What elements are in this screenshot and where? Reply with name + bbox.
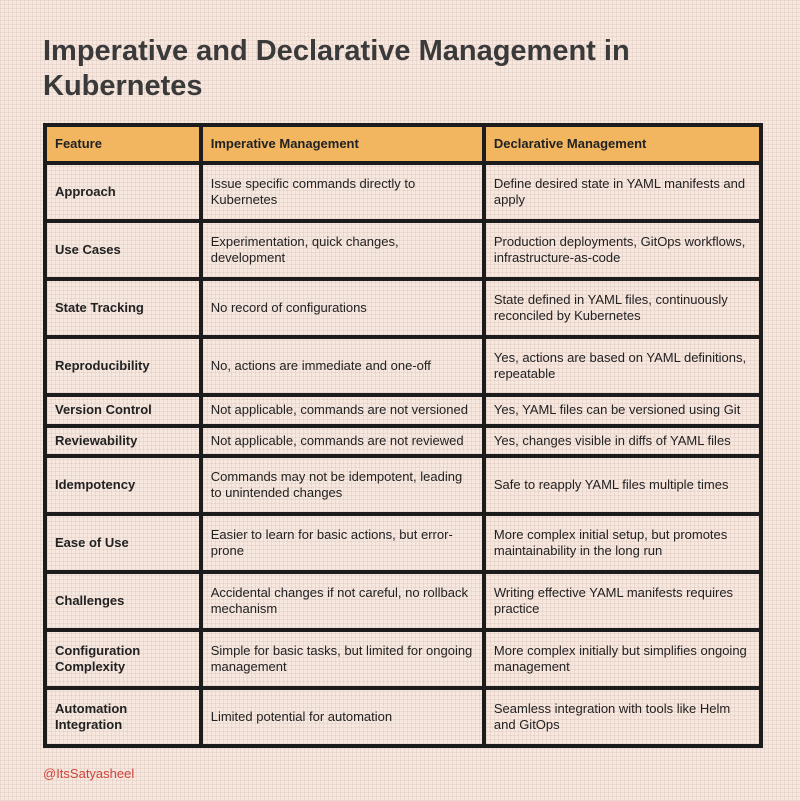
imperative-cell: Limited potential for automation bbox=[203, 690, 482, 744]
feature-cell: Reproducibility bbox=[47, 339, 199, 393]
table-row bbox=[47, 223, 759, 277]
imperative-cell: Simple for basic tasks, but limited for ongoing management bbox=[203, 632, 482, 686]
table-row bbox=[47, 690, 759, 744]
table-row bbox=[47, 428, 759, 455]
imperative-cell: No record of configurations bbox=[203, 281, 482, 335]
table-row bbox=[47, 632, 759, 686]
declarative-cell: Yes, actions are based on YAML definitions, repeatable bbox=[486, 339, 759, 393]
imperative-cell: Accidental changes if not careful, no rollback mechanism bbox=[203, 574, 482, 628]
table-row bbox=[47, 458, 759, 512]
comparison-table bbox=[43, 123, 763, 748]
table-row bbox=[47, 516, 759, 570]
imperative-cell: Not applicable, commands are not versioned bbox=[203, 397, 482, 424]
author-handle: @ItsSatyasheel bbox=[43, 766, 135, 781]
feature-cell: Reviewability bbox=[47, 428, 199, 455]
feature-cell: Configuration Complexity bbox=[47, 632, 199, 686]
feature-cell: Ease of Use bbox=[47, 516, 199, 570]
imperative-cell: Easier to learn for basic actions, but error-prone bbox=[203, 516, 482, 570]
table-row bbox=[47, 574, 759, 628]
imperative-cell: Experimentation, quick changes, development bbox=[203, 223, 482, 277]
declarative-cell: Yes, changes visible in diffs of YAML files bbox=[486, 428, 759, 455]
feature-cell: Version Control bbox=[47, 397, 199, 424]
table-row bbox=[47, 397, 759, 424]
feature-cell: Automation Integration bbox=[47, 690, 199, 744]
feature-cell: Approach bbox=[47, 165, 199, 219]
declarative-cell: Production deployments, GitOps workflows, infrastructure-as-code bbox=[486, 223, 759, 277]
page-title: Imperative and Declarative Management in Kubernetes bbox=[43, 35, 630, 102]
header-feature: Feature bbox=[47, 127, 199, 161]
imperative-cell: Not applicable, commands are not reviewed bbox=[203, 428, 482, 455]
feature-cell: Challenges bbox=[47, 574, 199, 628]
declarative-cell: Seamless integration with tools like Helm and GitOps bbox=[486, 690, 759, 744]
feature-cell: Use Cases bbox=[47, 223, 199, 277]
feature-cell: State Tracking bbox=[47, 281, 199, 335]
table-row bbox=[47, 165, 759, 219]
table-row bbox=[47, 281, 759, 335]
declarative-cell: More complex initial setup, but promotes maintainability in the long run bbox=[486, 516, 759, 570]
imperative-cell: Issue specific commands directly to Kubernetes bbox=[203, 165, 482, 219]
feature-cell: Idempotency bbox=[47, 458, 199, 512]
comparison-table-frame bbox=[43, 123, 763, 748]
declarative-cell: Safe to reapply YAML files multiple times bbox=[486, 458, 759, 512]
header-imperative: Imperative Management bbox=[203, 127, 482, 161]
declarative-cell: More complex initially but simplifies ongoing management bbox=[486, 632, 759, 686]
table-header-row bbox=[47, 127, 759, 161]
imperative-cell: No, actions are immediate and one-off bbox=[203, 339, 482, 393]
imperative-cell: Commands may not be idempotent, leading to unintended changes bbox=[203, 458, 482, 512]
header-declarative: Declarative Management bbox=[486, 127, 759, 161]
declarative-cell: State defined in YAML files, continuously reconciled by Kubernetes bbox=[486, 281, 759, 335]
declarative-cell: Yes, YAML files can be versioned using Git bbox=[486, 397, 759, 424]
declarative-cell: Define desired state in YAML manifests and apply bbox=[486, 165, 759, 219]
table-row bbox=[47, 339, 759, 393]
declarative-cell: Writing effective YAML manifests requires practice bbox=[486, 574, 759, 628]
